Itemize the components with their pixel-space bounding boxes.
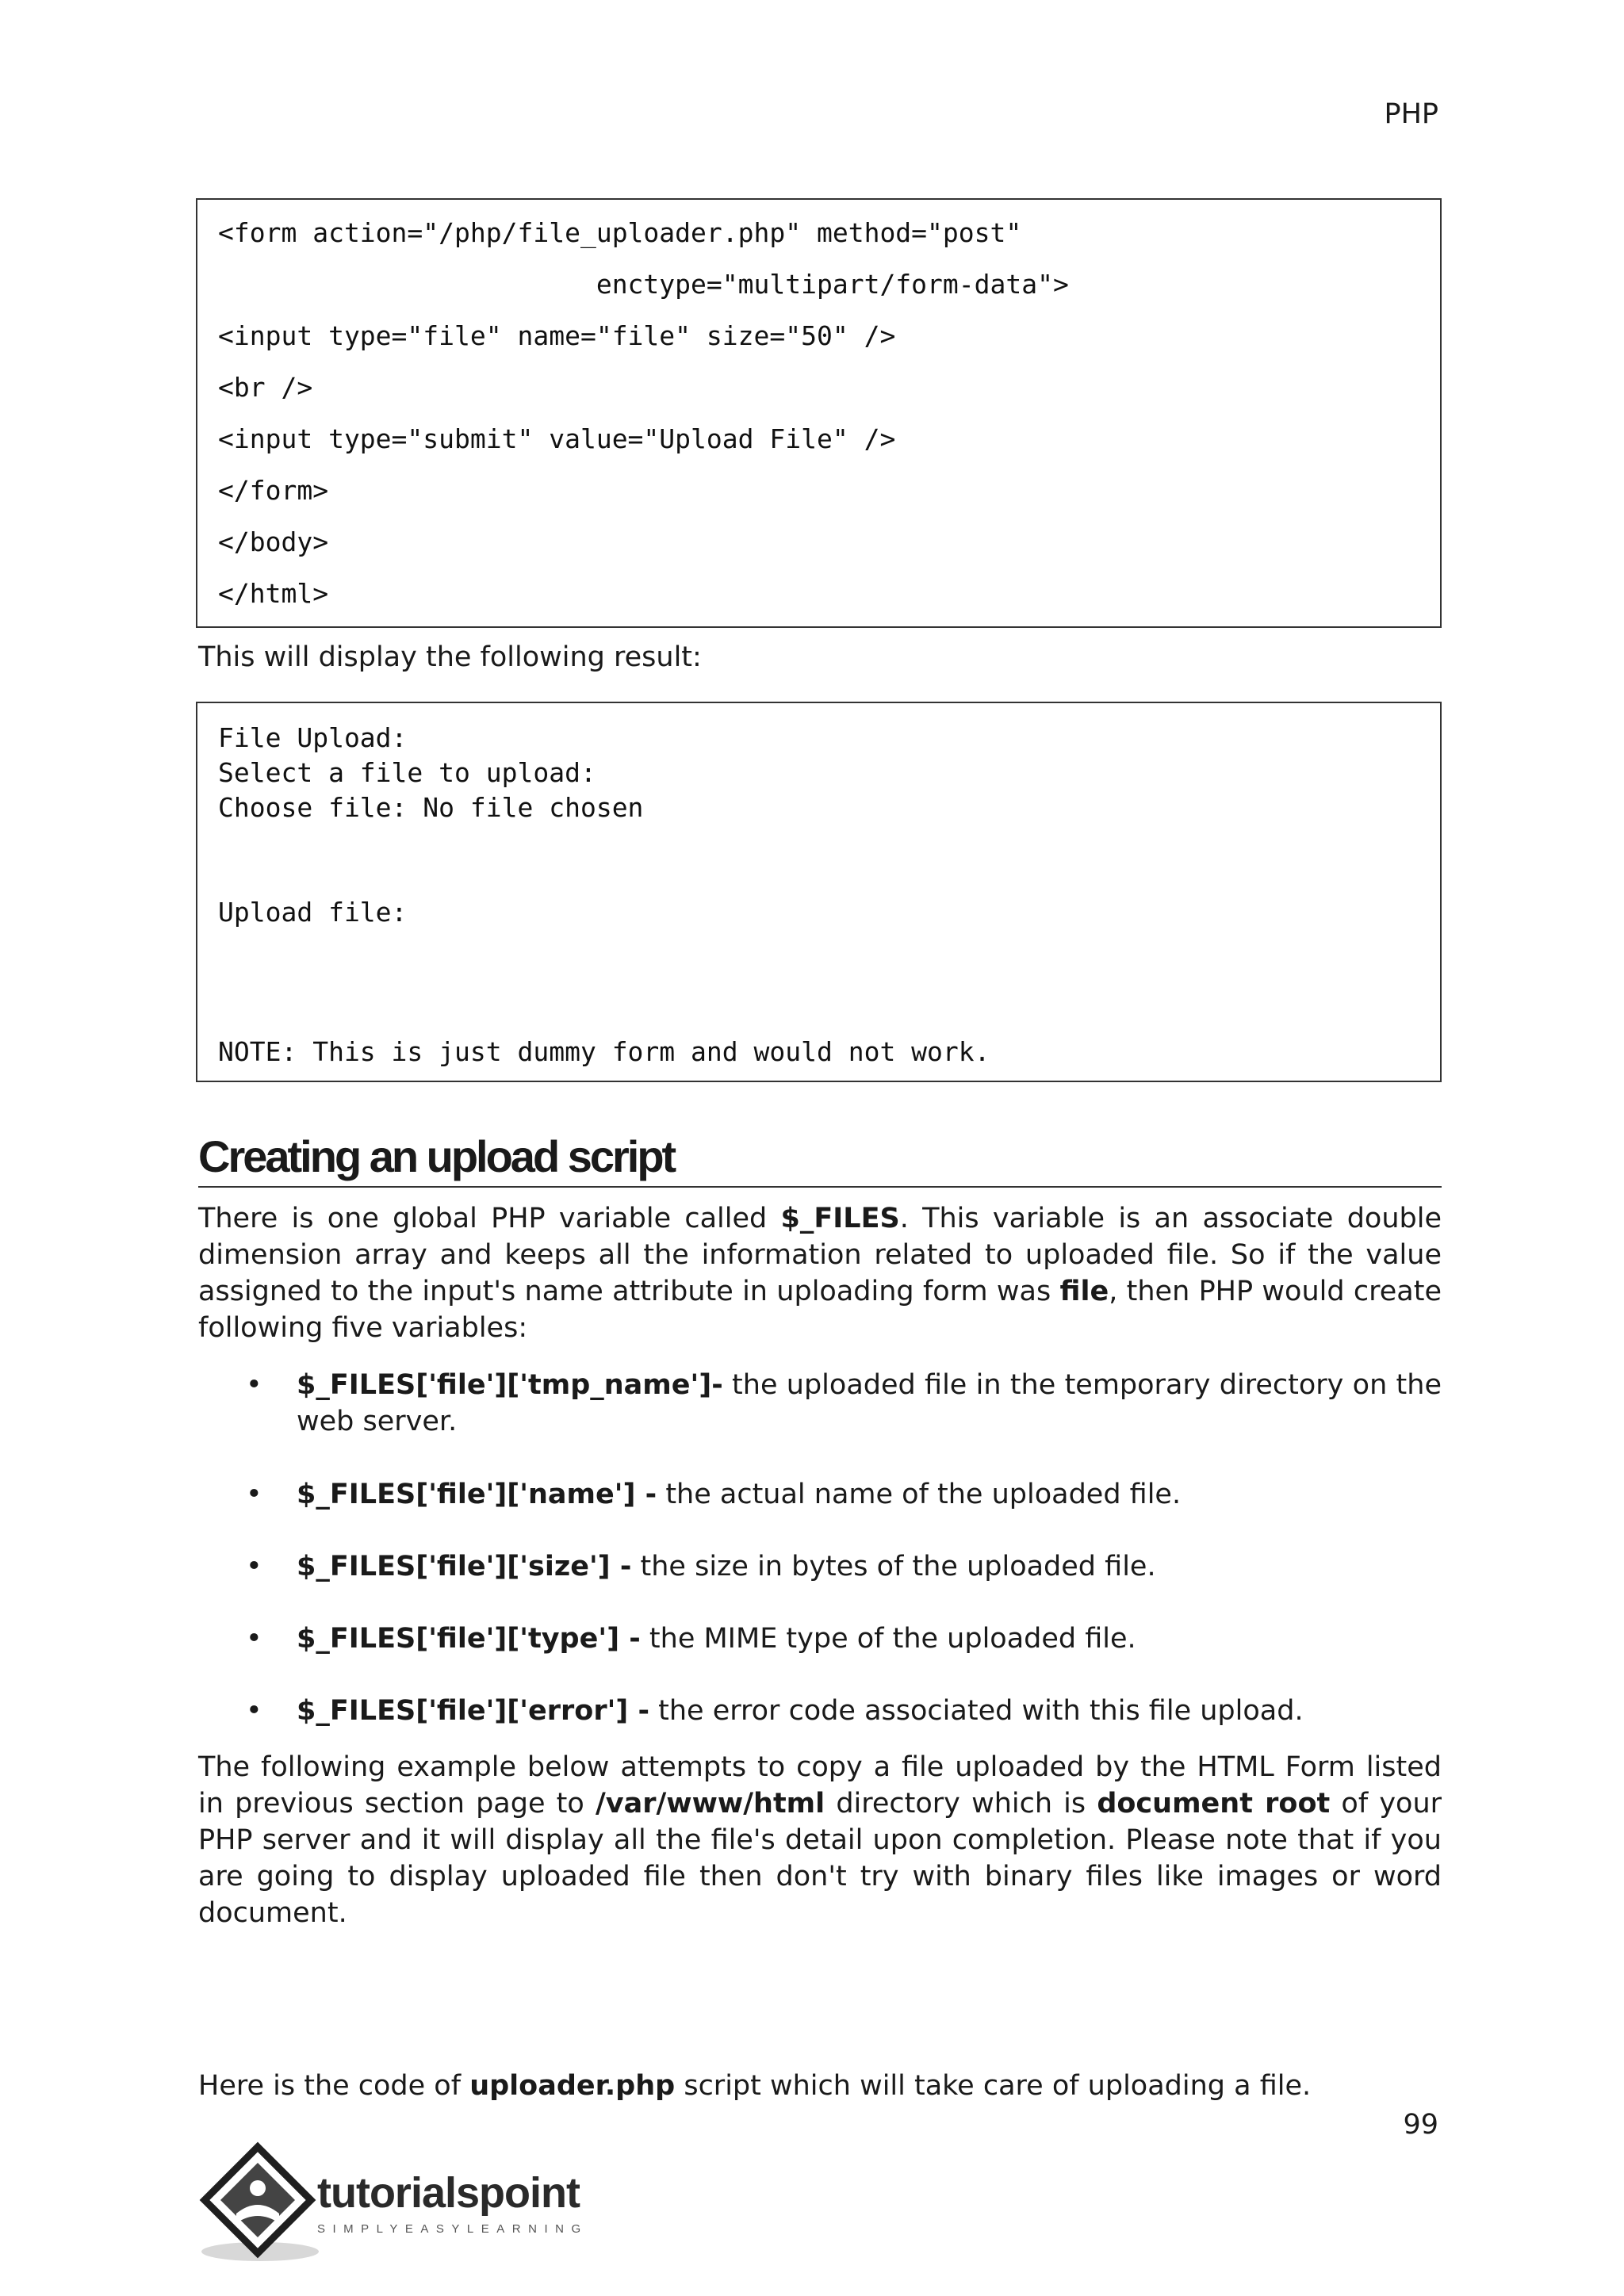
path-bold: /var/www/html [595, 1788, 825, 1820]
para-text: The following example below attempts to copy a file uploaded by the HTML Form listed in previous section page to [198, 1751, 1442, 1820]
para-text: , then PHP would create following five variables: [198, 1276, 1442, 1344]
bullet-item [246, 1367, 1442, 1440]
code-line: <input type="file" name="file" size="50" /> [218, 320, 896, 351]
para-text: . This variable is an associate double dimension array and keeps all the information related to uploaded file. So if the value assigned to the input's name attribute in uploading form was [198, 1203, 1442, 1307]
para-text: There is one global PHP variable called [198, 1203, 781, 1234]
para-text: directory which is [825, 1788, 1097, 1820]
page-number: 99 [1403, 2109, 1438, 2141]
code-intro-paragraph [198, 2068, 1442, 2104]
bullet-term: $_FILES['file']['size'] - [297, 1551, 632, 1582]
docroot-bold: document root [1097, 1788, 1331, 1820]
bullet-term: $_FILES['file']['type'] - [297, 1623, 641, 1655]
example-paragraph [198, 1749, 1442, 1931]
file-bold: file [1059, 1276, 1109, 1307]
code-line: </html> [218, 578, 329, 609]
bullet-marker: • [246, 1479, 262, 1510]
section-heading: Creating an upload script [198, 1129, 1442, 1188]
bullet-item [246, 1693, 1442, 1729]
bullet-item [246, 1476, 1442, 1513]
tutorialspoint-logo [198, 2141, 603, 2267]
output-line [218, 965, 1440, 1000]
output-line: Select a file to upload: [218, 757, 596, 788]
bullet-text: the actual name of the uploaded file. [657, 1479, 1182, 1510]
output-line [218, 930, 1440, 965]
para-text: of your PHP server and it will display all the file's detail upon completion. Please note that if you are going to display uploaded file then don't try with binary files like images or word document. [198, 1788, 1442, 1929]
bullet-marker: • [246, 1623, 262, 1655]
result-intro: This will display the following result: [198, 641, 702, 673]
code-line: <form action="/php/file_uploader.php" method="post" [218, 217, 1022, 248]
code-line: <input type="submit" value="Upload File" /> [218, 423, 896, 454]
result-output-box [196, 702, 1442, 1082]
html-code-block [196, 198, 1442, 628]
bullet-text: the error code associated with this file upload. [649, 1695, 1304, 1727]
code-line: </form> [218, 475, 329, 506]
output-line [218, 825, 1440, 860]
bullet-term: $_FILES['file']['error'] - [297, 1695, 650, 1727]
bullet-item [246, 1621, 1442, 1657]
bullet-marker: • [246, 1695, 262, 1727]
bullet-text: the uploaded file in the temporary directory on the web server. [297, 1369, 1442, 1437]
output-line [218, 1000, 1440, 1035]
bullet-term: $_FILES['file']['tmp_name']- [297, 1369, 723, 1401]
output-line: Choose file: No file chosen [218, 792, 644, 823]
logo-tagline: SIMPLYEASYLEARNING [317, 2222, 588, 2236]
code-line: <br /> [218, 372, 313, 403]
bullet-marker: • [246, 1369, 262, 1401]
code-line: enctype="multipart/form-data"> [218, 269, 1069, 300]
bullet-marker: • [246, 1551, 262, 1582]
output-line: Upload file: [218, 897, 408, 928]
output-line [218, 860, 1440, 895]
bullet-item [246, 1548, 1442, 1585]
para-text: script which will take care of uploading a file. [675, 2070, 1312, 2102]
code-line: </body> [218, 526, 329, 557]
files-var-bold: $_FILES [780, 1203, 900, 1234]
bullet-term: $_FILES['file']['name'] - [297, 1479, 657, 1510]
intro-paragraph [198, 1200, 1442, 1346]
bullet-text: the MIME type of the uploaded file. [640, 1623, 1136, 1655]
output-line: NOTE: This is just dummy form and would not work. [218, 1036, 990, 1067]
filename-bold: uploader.php [469, 2070, 676, 2102]
running-header: PHP [1384, 98, 1438, 130]
logo-wordmark: tutorialspoint [317, 2169, 580, 2217]
para-text: Here is the code of [198, 2070, 470, 2102]
output-line: File Upload: [218, 722, 408, 753]
bullet-text: the size in bytes of the uploaded file. [631, 1551, 1156, 1582]
